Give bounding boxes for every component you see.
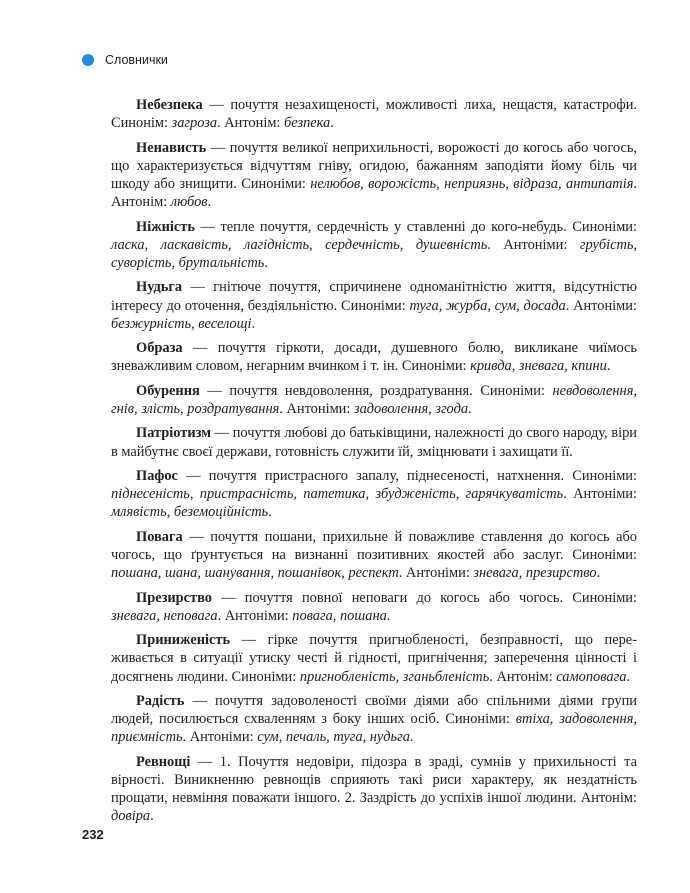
entry-definition: . Антоніми: xyxy=(565,297,637,314)
entry-definition: . xyxy=(409,729,414,746)
entry-term: Презирство xyxy=(136,589,212,606)
entry-example: пригнобленість, зганьбленість xyxy=(299,668,490,685)
entry-definition: . xyxy=(330,115,334,132)
entry-definition: — почуття любові до батьківщини, належності до свого народу, віри в майбутнє своєї держави, готовність служити їй, зміцнювати і захищати її. xyxy=(111,425,637,460)
entry-definition: — почуття пошани, прихильне й поважливе ставлення до когось або чогось, що ґрунтується на визнанні позитивних якостей або заслуг. Синоніми: xyxy=(111,528,637,563)
entry-example: ласка, ласкавість, лагідність, сердечність, душевність xyxy=(111,236,488,253)
entry-term: Пафос xyxy=(136,467,178,484)
glossary-entry xyxy=(111,753,637,826)
entry-definition: — почуття невдоволення, роздратування. Синоніми: xyxy=(199,382,553,399)
entry-term: Ненависть xyxy=(136,139,207,156)
entry-definition: . xyxy=(468,400,472,417)
entry-example: довіра xyxy=(111,808,151,825)
entry-term: Приниженість xyxy=(136,632,231,649)
entry-definition: — гірке почуття пригнобленості, безправності, що переживається в ситуації утиску честі й гідності, пригнічення; заперечення цінності і досягнень людини. Синоніми: xyxy=(111,632,637,685)
entry-definition: — почуття великої неприхильності, ворожості до когось або чогось, що характеризується відчуттям гніву, огидою, бажанням заподіяти йому біль чи шкоду або знищити. Синоніми: xyxy=(111,139,637,192)
entry-definition: . Антоніми: xyxy=(182,729,258,746)
entry-example: сум, печаль, туга, нудьга xyxy=(257,729,410,746)
entry-definition: . Антонім: xyxy=(111,176,637,211)
entry-definition: . xyxy=(264,255,268,271)
entry-definition: — тепле почуття, сердечність у ставленні до кого-небудь. Синоніми: xyxy=(194,218,637,235)
entry-term: Патріотизм xyxy=(136,425,212,442)
entry-term: Образа xyxy=(136,340,183,357)
page-number: 232 xyxy=(82,827,104,842)
entry-definition: . Антоніми: xyxy=(217,607,293,624)
entry-definition: . xyxy=(268,504,272,521)
glossary-entry xyxy=(111,692,637,747)
entry-definition: . Антоніми: xyxy=(487,236,580,253)
section-header xyxy=(82,50,168,70)
entry-definition: . xyxy=(251,315,256,332)
entry-definition: . Антонім: xyxy=(489,668,557,685)
entry-definition: — почуття незахищеності, можливості лиха, нещастя, катастрофи. Синонім: xyxy=(111,97,637,132)
glossary-entry xyxy=(111,631,637,686)
entry-example: загроза xyxy=(171,115,218,132)
glossary-entry xyxy=(111,139,637,212)
entry-definition: — почуття задоволеності своїми діями або спільними діями групи людей, посилюється схваленням з боку інших осіб. Синоніми: xyxy=(111,692,637,728)
entry-example: любов xyxy=(170,194,208,211)
entry-example: пошана, шана, шанування, пошанівок, респект xyxy=(111,565,399,582)
entry-example: зневага, неповага xyxy=(111,607,218,624)
entry-term: Ревнощі xyxy=(136,753,191,770)
entry-example: повага, пошана xyxy=(292,607,387,624)
glossary-entry xyxy=(111,424,637,460)
entry-definition: — почуття гіркоти, досади, душевного болю, викликане чиїмось зневажливим словом, негарним вчинком і т. ін. Синоніми: xyxy=(111,340,637,375)
entry-example: туга, журба, сум, досада xyxy=(409,297,566,314)
entry-example: піднесеність, пристрасність, патетика, збудженість, гарячкуватість xyxy=(111,486,564,503)
bullet-icon xyxy=(82,54,94,66)
entry-definition: . xyxy=(150,808,154,825)
entry-definition: . xyxy=(626,668,630,685)
entry-term: Обурення xyxy=(136,382,200,399)
entry-term: Радість xyxy=(136,692,185,709)
entry-definition: — 1. Почуття недовіри, підозра в зраді, сумнів у прихильності та вірності. Виникненню ревнощів сприяють такі риси характеру, як нездатність прощати, невміння поважати іншого. 2. Заздрість до успіхів іншої людини. Антонім: xyxy=(111,753,637,807)
section-title: Словнички xyxy=(105,53,168,67)
entry-example: безпека xyxy=(284,115,331,132)
entry-example: грубість, суворість, брутальність xyxy=(111,236,638,271)
entry-example: зневага, презирство xyxy=(473,565,597,582)
entry-term: Небезпека xyxy=(136,97,203,113)
glossary-entry xyxy=(111,528,637,583)
glossary-entry xyxy=(111,218,637,273)
entry-example: втіха, задоволення, приємність xyxy=(111,711,637,746)
entry-term: Ніжність xyxy=(136,218,195,235)
entry-definition: . Антоніми: xyxy=(563,486,638,503)
entry-example: безжурність, веселощі xyxy=(111,315,252,332)
glossary-entry xyxy=(111,339,637,375)
entry-example: кривда, зневага, кпини xyxy=(470,358,607,375)
entry-definition: . xyxy=(606,358,611,375)
entry-term: Нудьга xyxy=(136,279,183,296)
entry-definition: . Антонім: xyxy=(217,115,285,132)
entry-example: нелюбов, ворожість, неприязнь, відраза, антипатія xyxy=(310,176,634,192)
entry-definition: — гнітюче почуття, спричинене одноманітністю життя, відсутністю інтересу до оточення, бездіяльністю. Синоніми: xyxy=(111,279,637,314)
entry-example: задоволення, згода xyxy=(353,400,469,417)
entry-term: Повага xyxy=(136,528,183,545)
entry-definition: . xyxy=(596,565,601,582)
glossary-entry xyxy=(111,96,637,132)
glossary-entry xyxy=(111,467,637,522)
entry-example: млявість, беземоційність xyxy=(111,504,269,521)
entry-definition: . xyxy=(207,194,212,211)
glossary-entry xyxy=(111,382,637,418)
glossary-entry xyxy=(111,589,637,625)
entry-definition: . xyxy=(386,607,391,624)
glossary-entry xyxy=(111,278,637,333)
entry-example: невдоволення, гнів, злість, роздратування xyxy=(111,382,637,417)
entry-definition: . Антоніми: xyxy=(398,565,474,582)
entry-example: самоповага xyxy=(556,668,627,685)
entry-definition: . Антоніми: xyxy=(279,400,354,417)
glossary-body xyxy=(111,96,637,832)
entry-definition: — почуття пристрасного запалу, піднесеності, натхнення. Синоніми: xyxy=(177,467,637,484)
entry-definition: — почуття повної неповаги до когось або чогось. Синоніми: xyxy=(212,589,637,606)
